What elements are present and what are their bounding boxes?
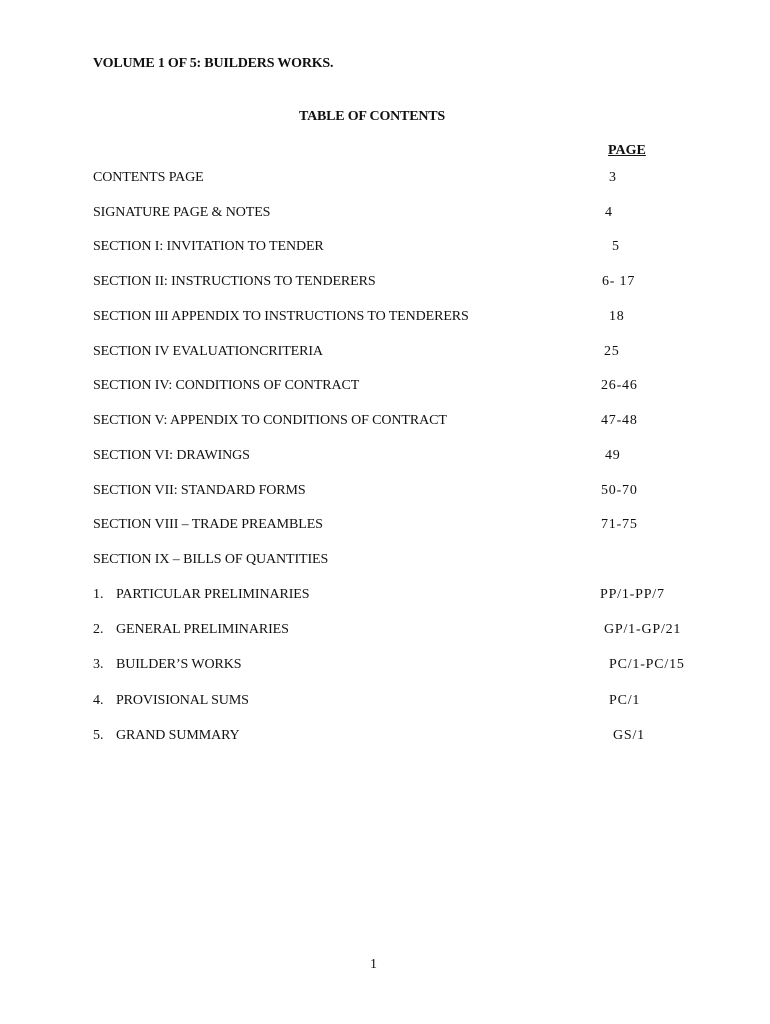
toc-entry (0, 309, 770, 329)
bill-item (0, 622, 770, 642)
toc-entry-page: 6- 17 (602, 274, 636, 289)
footer-page-number: 1 (370, 957, 377, 972)
toc-entry-label: SECTION VII: STANDARD FORMS (93, 483, 306, 498)
toc-entry-page: 47-48 (601, 413, 638, 428)
toc-entry (0, 344, 770, 364)
toc-entry (0, 413, 770, 433)
toc-entry (0, 448, 770, 468)
toc-entry (0, 170, 770, 190)
bill-item-number: 3. (93, 657, 104, 672)
toc-entry-page: 25 (604, 344, 620, 359)
toc-entry-label: SECTION IV EVALUATIONCRITERIA (93, 344, 323, 359)
toc-entry-page: 71-75 (601, 517, 638, 532)
bill-item-label: BUILDER’S WORKS (116, 657, 242, 672)
toc-entry-label: SECTION IX – BILLS OF QUANTITIES (93, 552, 329, 567)
toc-entry-label: SECTION IV: CONDITIONS OF CONTRACT (93, 378, 360, 393)
toc-entry (0, 552, 770, 572)
toc-entry-page: 4 (605, 205, 613, 220)
bill-item-page: PC/1-PC/15 (609, 657, 685, 672)
bill-item (0, 728, 770, 748)
page-column-heading: PAGE (608, 143, 646, 158)
bill-item (0, 587, 770, 607)
bill-item-label: GRAND SUMMARY (116, 728, 240, 743)
bill-item (0, 693, 770, 713)
toc-entry-label: SECTION VI: DRAWINGS (93, 448, 250, 463)
toc-entry-page: 26-46 (601, 378, 638, 393)
toc-entry-label: CONTENTS PAGE (93, 170, 204, 185)
toc-entry-page: 5 (612, 239, 620, 254)
bill-item-number: 5. (93, 728, 104, 743)
toc-entry (0, 205, 770, 225)
toc-entry-label: SECTION VIII – TRADE PREAMBLES (93, 517, 323, 532)
toc-entry-page: 49 (605, 448, 621, 463)
toc-entry-label: SECTION I: INVITATION TO TENDER (93, 239, 324, 254)
bill-item-number: 4. (93, 693, 104, 708)
bill-item-page: PC/1 (609, 693, 641, 708)
toc-entry-page: 3 (609, 170, 617, 185)
toc-entry (0, 378, 770, 398)
bill-item-page: PP/1-PP/7 (600, 587, 665, 602)
volume-title: VOLUME 1 OF 5: BUILDERS WORKS. (93, 56, 334, 71)
bill-item-number: 2. (93, 622, 104, 637)
toc-entry (0, 483, 770, 503)
toc-entry (0, 517, 770, 537)
toc-entry (0, 274, 770, 294)
bill-item (0, 657, 770, 677)
bill-item-number: 1. (93, 587, 104, 602)
toc-entry-label: SECTION II: INSTRUCTIONS TO TENDERERS (93, 274, 376, 289)
toc-entry-label: SECTION V: APPENDIX TO CONDITIONS OF CONTRACT (93, 413, 447, 428)
toc-entry-page: 18 (609, 309, 625, 324)
toc-entry-page: 50-70 (601, 483, 638, 498)
bill-item-page: GS/1 (613, 728, 645, 743)
bill-item-label: PARTICULAR PRELIMINARIES (116, 587, 310, 602)
bill-item-label: PROVISIONAL SUMS (116, 693, 249, 708)
toc-entry (0, 239, 770, 259)
bill-item-label: GENERAL PRELIMINARIES (116, 622, 289, 637)
bill-item-page: GP/1-GP/21 (604, 622, 682, 637)
toc-heading: TABLE OF CONTENTS (299, 109, 445, 124)
toc-entry-label: SIGNATURE PAGE & NOTES (93, 205, 271, 220)
toc-entry-label: SECTION III APPENDIX TO INSTRUCTIONS TO TENDERERS (93, 309, 469, 324)
